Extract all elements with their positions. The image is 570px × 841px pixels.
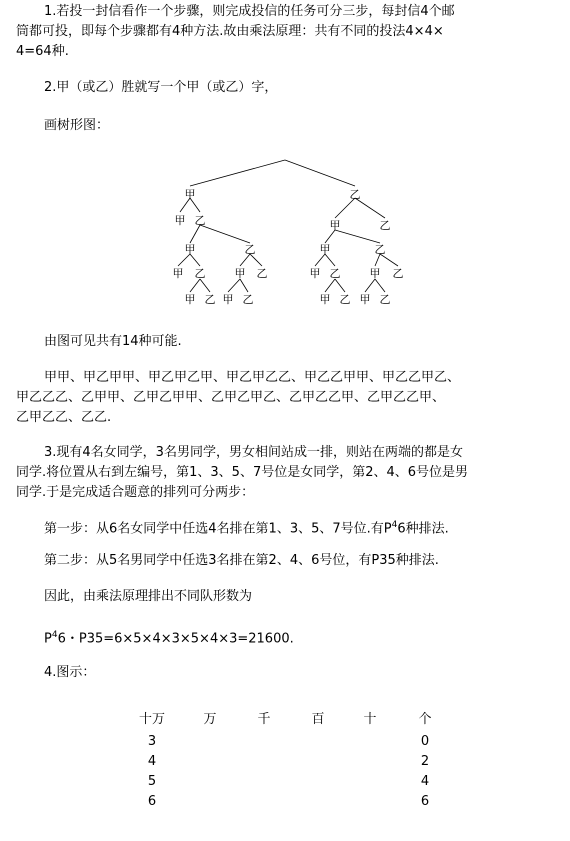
paragraph-3-line-3: 同学.于是完成适合题意的排列可分两步：	[16, 485, 255, 500]
tree-node: 甲	[329, 219, 341, 232]
tree-node: 乙	[339, 293, 351, 306]
step-one-text-after: 6种排法.	[397, 521, 449, 537]
tree-node: 乙	[256, 267, 268, 280]
table-cell: 0	[420, 734, 430, 749]
table-cell: 5	[147, 774, 157, 789]
tree-conclusion: 由图可见共有14种可能.	[44, 334, 182, 349]
tree-node: 乙	[392, 267, 404, 280]
tree-node: 甲	[184, 188, 196, 201]
table-header: 万	[203, 712, 217, 727]
tree-node: 乙	[242, 293, 254, 306]
tree-node: 乙	[329, 267, 341, 280]
table-cell: 6	[420, 794, 430, 809]
tree-node: 甲	[309, 267, 321, 280]
diagram-caption: 4.图示：	[44, 665, 96, 680]
paragraph-1-line-1: 1.若投一封信看作一个步骤，则完成投信的任务可分三步，每封信4个邮	[44, 4, 455, 19]
table-header: 十万	[138, 712, 165, 727]
table-header: 千	[257, 712, 271, 727]
outcomes-line-2: 甲乙乙乙、乙甲甲、乙甲乙甲甲、乙甲乙甲乙、乙甲乙乙甲、乙甲乙乙甲、	[16, 390, 446, 405]
tree-node: 甲	[319, 293, 331, 306]
tree-node: 甲	[184, 293, 196, 306]
step-one-text-before: 第一步：从6名女同学中任选4名排在第1、3、5、7号位.有P	[44, 521, 392, 537]
tree-node: 甲	[184, 243, 196, 256]
step-one-sup: 4	[391, 520, 398, 530]
tree-node: 乙	[379, 219, 391, 232]
tree-node: 甲	[222, 293, 234, 306]
tree-node: 甲	[369, 267, 381, 280]
tree-node: 甲	[234, 267, 246, 280]
table-cell: 4	[147, 754, 157, 769]
tree-node: 甲	[174, 214, 186, 227]
formula-sup: 4	[51, 630, 58, 640]
tree-node: 乙	[349, 188, 361, 201]
conclusion-intro: 因此，由乘法原理排出不同队形数为	[44, 589, 253, 604]
formula-rest: 6・P35=6×5×4×3×5×4×3=21600.	[57, 631, 294, 647]
outcomes-line-3: 乙甲乙乙、乙乙.	[16, 410, 112, 425]
tree-node: 甲	[319, 243, 331, 256]
tree-node: 乙	[374, 243, 386, 256]
tree-node: 乙	[204, 293, 216, 306]
table-cell: 3	[147, 734, 157, 749]
table-cell: 2	[420, 754, 430, 769]
tree-node: 甲	[172, 267, 184, 280]
tree-node: 乙	[244, 243, 256, 256]
tree-caption: 画树形图：	[44, 118, 110, 133]
table-header: 个	[418, 712, 432, 727]
tree-node: 乙	[194, 267, 206, 280]
step-two: 第二步：从5名男同学中任选3名排在第2、4、6号位，有P35种排法.	[44, 553, 439, 568]
formula-p: P	[44, 631, 52, 647]
tree-node: 甲	[359, 293, 371, 306]
table-header: 百	[311, 712, 325, 727]
paragraph-3-line-1: 3.现有4名女同学，3名男同学，男女相间站成一排，则站在两端的都是女	[44, 445, 463, 460]
paragraph-2: 2.甲（或乙）胜就写一个甲（或乙）字，	[44, 80, 278, 95]
tree-node: 乙	[194, 214, 206, 227]
outcomes-line-1: 甲甲、甲乙甲甲、甲乙甲乙甲、甲乙甲乙乙、甲乙乙甲甲、甲乙乙甲乙、	[44, 370, 461, 385]
tree-node: 乙	[379, 293, 391, 306]
table-cell: 4	[420, 774, 430, 789]
paragraph-1-line-2: 筒都可投，即每个步骤都有4种方法.故由乘法原理：共有不同的投法4×4×	[16, 24, 444, 39]
paragraph-1-line-3: 4=64种.	[16, 44, 69, 59]
table-header: 十	[363, 712, 377, 727]
table-cell: 6	[147, 794, 157, 809]
paragraph-3-line-2: 同学.将位置从右到左编号，第1、3、5、7号位是女同学，第2、4、6号位是男	[16, 465, 469, 480]
